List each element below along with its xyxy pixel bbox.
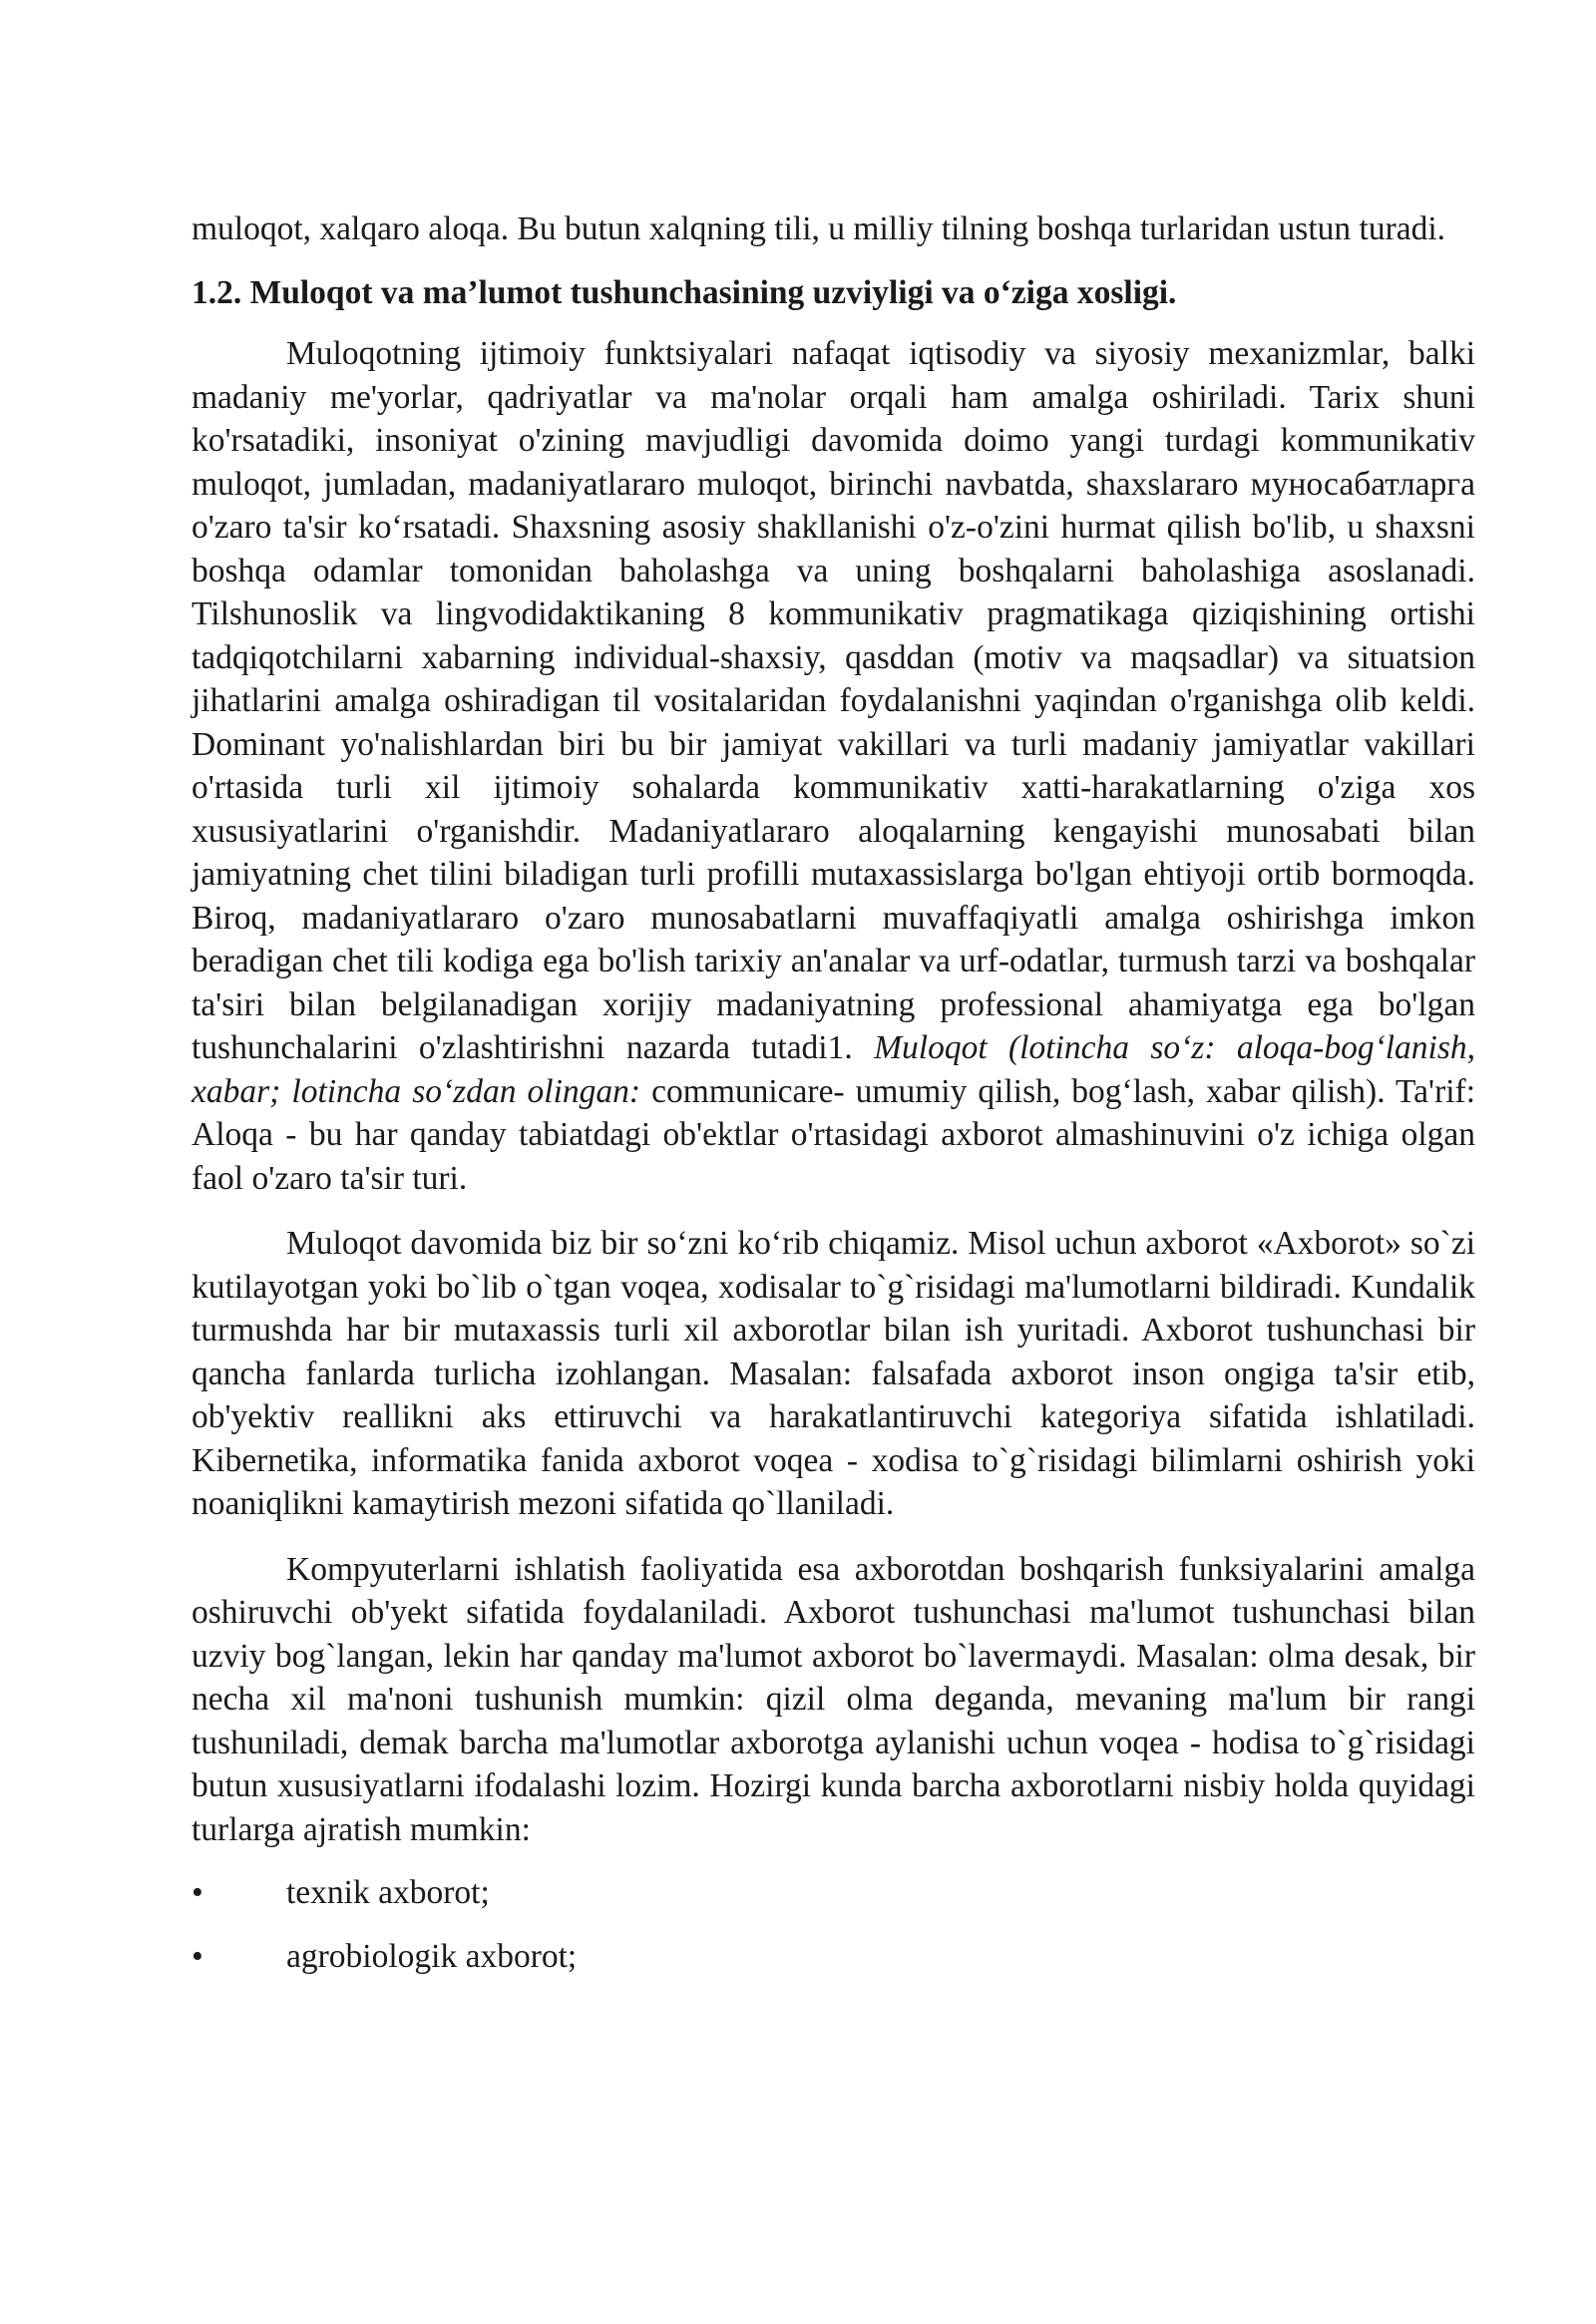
paragraph-1-text: Muloqotning ijtimoiy funktsiyalari nafaqat iqtisodiy va siyosiy mexanizmlar, balki madaniy me'yorlar, qadriyatlar va ma'nolar orqali ham amalga oshiriladi. Tarix shuni ko'rsatadiki, insoniyat o'zining mavjudligi davomida doimo yangi turdagi kommunikativ muloqot, jumladan, madaniyatlararo muloqot, birinchi navbatda, shaxslararo муносабатларга o'zaro ta'sir ko‘rsatadi. Shaxsning asosiy shakllanishi o'z-o'zini hurmat qilish bo'lib, u shaxsni boshqa odamlar tomonidan baholashga va uning boshqalarni baholashiga asoslanadi. Tilshunoslik va lingvodidaktikaning 8 kommunikativ pragmatikaga qiziqishining ortishi tadqiqotchilarni xabarning individual-shaxsiy, qasddan (motiv va maqsadlar) va situatsion jihatlarini amalga oshiradigan til vositalaridan foydalanishni yaqindan o'rganishga olib keldi. Dominant yo'nalishlardan biri bu bir jamiyat vakillari va turli madaniy jamiyatlar vakillari o'rtasida turli xil ijtimoiy sohalarda kommunikativ xatti-harakatlarning o'ziga xos xususiyatlarini o'rganishdir. Madaniyatlararo aloqalarning kengayishi munosabati bilan jamiyatning chet tilini biladigan turli profilli mutaxassislarga bo'lgan ehtiyoji ortib bormoqda. Biroq, madaniyatlararo o'zaro munosabatlarni muvaffaqiyatli amalga oshirishga imkon beradigan chet tili kodiga ega bo'lish tarixiy an'analar va urf-odatlar, turmush tarzi va boshqalar ta'siri bilan belgilanadigan xorijiy madaniyatning professional ahamiyatga ega bo'lgan tushunchalarini o'zlashtirishni nazarda tutadi1.: [192, 335, 1475, 1066]
bullet-mark: •: [192, 1937, 203, 1975]
top-paragraph: muloqot, xalqaro aloqa. Bu butun xalqning tili, u milliy tilning boshqa turlaridan ustun turadi.: [192, 210, 1446, 247]
bullet-mark: •: [192, 1874, 203, 1911]
paragraph-2: Muloqot davomida biz bir so‘zni ko‘rib chiqamiz. Misol uchun axborot «Axborot» so`zi kutilayotgan yoki bo`lib o`tgan voqea, xodisalar to`g`risidagi ma'lumotlarni bildiradi. Kundalik turmushda har bir mutaxassis turli xil axborotlar bilan ish yuritadi. Axborot tushunchasi bir qancha fanlarda turlicha izohlangan. Masalan: falsafada axborot inson ongiga ta'sir etib, ob'yektiv reallikni aks ettiruvchi va harakatlantiruvchi kategoriya sifatida ishlatiladi. Kibernetika, informatika fanida axborot voqea - xodisa to`g`risidagi bilimlarni oshirish yoki noaniqlikni kamaytirish mezoni sifatida qo`llaniladi.: [192, 1225, 1475, 1522]
paragraph-1: [192, 332, 1475, 1200]
section-heading: 1.2. Muloqot va ma’lumot tushunchasining uzviyligi va o‘ziga xosligi.: [192, 273, 1177, 311]
list-item-text: agrobiologik axborot;: [286, 1937, 578, 1975]
document-page: [192, 207, 1475, 1978]
paragraph-3: Kompyuterlarni ishlatish faoliyatida esa axborotdan boshqarish funksiyalarini amalga oshiruvchi ob'yekt sifatida foydalaniladi. Axborot tushunchasi ma'lumot tushunchasi bilan uzviy bog`langan, lekin har qanday ma'lumot axborot bo`lavermaydi. Masalan: olma desak, bir necha xil ma'noni tushunish mumkin: qizil olma deganda, mevaning ma'lum bir rangi tushuniladi, demak barcha ma'lumotlar axborotga aylanishi uchun voqea - hodisa to`g`risidagi butun xususiyatlarni ifodalashi lozim. Hozirgi kunda barcha axborotlarni nisbiy holda quyidagi turlarga ajratish mumkin:: [192, 1550, 1475, 1848]
list-item-text: texnik axborot;: [286, 1874, 490, 1911]
list-item: [192, 1935, 1475, 1979]
list-item: [192, 1871, 1475, 1915]
paragraph-1-italic: Muloqot (lotincha so‘z: aloqa-bog‘lanish, xabar; lotincha so‘zdan olingan:: [192, 1029, 1475, 1110]
paragraph-1-tail: communicare- umumiy qilish, bog‘lash, xabar qilish). Ta'rif: Aloqa - bu har qanday tabiatdagi ob'ektlar o'rtasidagi axborot almashinuvini o'z ichiga olgan faol o'zaro ta'sir turi.: [192, 1072, 1475, 1197]
